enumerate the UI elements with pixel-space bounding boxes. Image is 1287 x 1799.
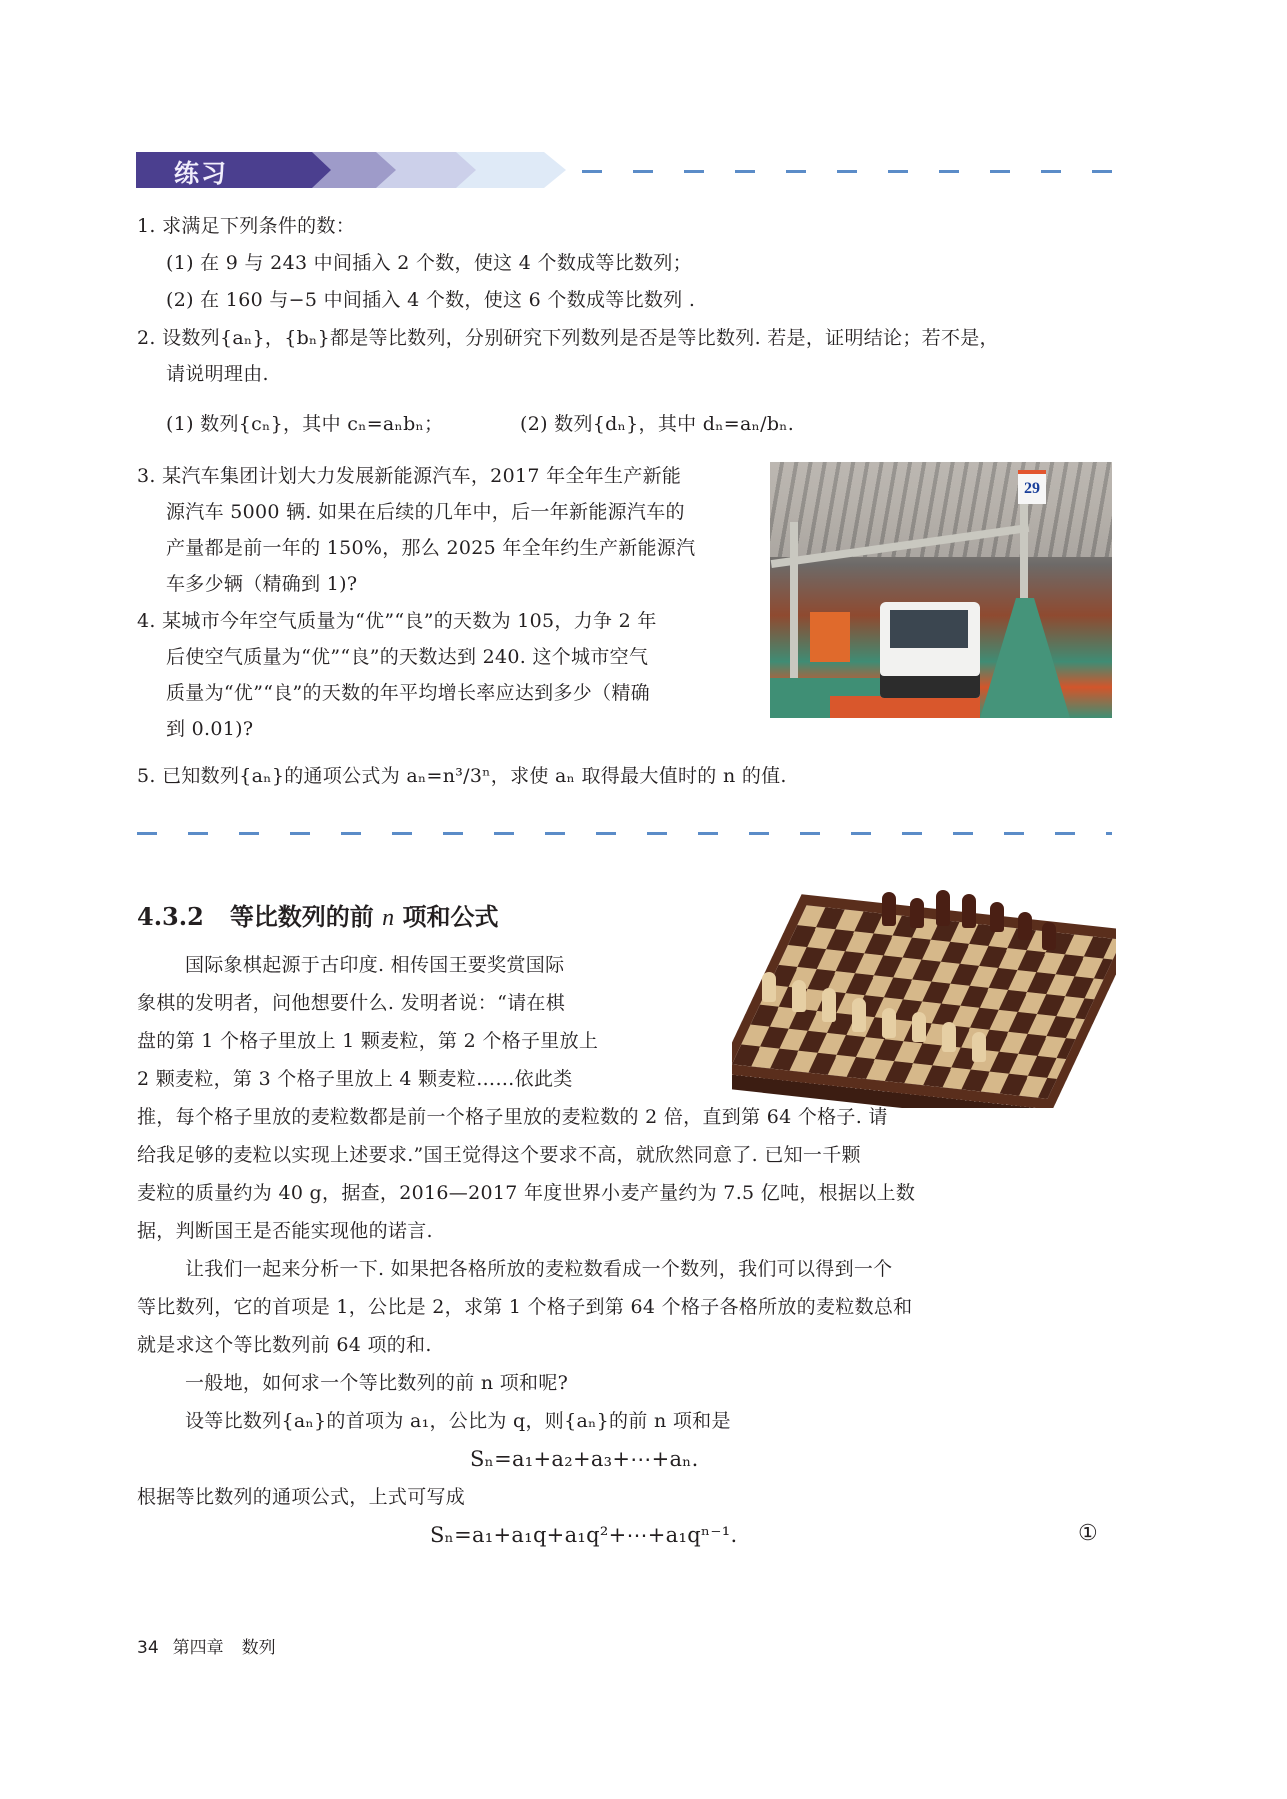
exercise-1-part-2: (2) 在 160 与−5 中间插入 4 个数，使这 6 个数成等比数列 . [166,289,696,311]
exercise-5: 5. 已知数列{aₙ}的通项公式为 aₙ=n³/3ⁿ，求使 aₙ 取得最大值时的 n 的值. [137,765,787,787]
exercise-3-line-3: 产量都是前一年的 150%，那么 2025 年全年约生产新能源汽 [166,537,696,559]
paragraph-2-line-2: 等比数列，它的首项是 1，公比是 2，求第 1 个格子到第 64 个格子各格所放的麦粒数总和 [137,1296,913,1318]
formula-expanded: Sₙ=a₁+a₁q+a₁q²+⋯+a₁qⁿ⁻¹. [430,1523,738,1547]
station-sign: 29 [1018,470,1046,504]
exercise-2-cont: 请说明理由. [166,363,269,385]
exercise-banner [136,152,566,188]
equation-label: ① [1078,1521,1098,1546]
chessboard-photo [732,872,1116,1108]
paragraph-2-line-3: 就是求这个等比数列前 64 项的和. [137,1334,432,1356]
exercise-4-line-1: 4. 某城市今年空气质量为“优”“良”的天数为 105，力争 2 年 [137,610,657,632]
chapter-label: 第四章 [172,1638,224,1658]
exercise-2-part-2: (2) 数列{dₙ}，其中 dₙ=aₙ/bₙ. [520,413,795,435]
exercise-3-line-1: 3. 某汽车集团计划大力发展新能源汽车，2017 年全年生产新能 [137,465,682,487]
exercise-4-line-3: 质量为“优”“良”的天数的年平均增长率应达到多少（精确 [166,682,650,704]
exercise-3-line-2: 源汽车 5000 辆. 如果在后续的几年中，后一年新能源汽车的 [166,501,685,523]
page-number: 34 [137,1638,159,1658]
vehicle-shape [880,602,980,698]
exercise-4-line-2: 后使空气质量为“优”“良”的天数达到 240. 这个城市空气 [166,646,649,668]
chapter-title: 数列 [241,1638,276,1658]
banner-chevron-primary [136,152,331,188]
exercise-2: 2. 设数列{aₙ}，{bₙ}都是等比数列，分别研究下列数列是否是等比数列. 若是，证明结论；若不是， [137,327,999,349]
section-heading: 4.3.2 等比数列的前 n 项和公式 [137,902,499,931]
paragraph-1-line-5: 推，每个格子里放的麦粒数都是前一个格子里放的麦粒数的 2 倍，直到第 64 个格子. 请 [137,1106,888,1128]
paragraph-1-line-7: 麦粒的质量约为 40 g，据查，2016—2017 年度世界小麦产量约为 7.5 亿吨，根据以上数 [137,1182,916,1204]
paragraph-1-line-1: 国际象棋起源于古印度. 相传国王要奖赏国际 [185,954,565,976]
paragraph-1-line-2: 象棋的发明者，问他想要什么. 发明者说：“请在棋 [137,992,565,1014]
exercise-3-line-4: 车多少辆（精确到 1)? [166,573,358,595]
exercise-4-line-4: 到 0.01)? [166,718,254,740]
paragraph-1-line-3: 盘的第 1 个格子里放上 1 颗麦粒，第 2 个格子里放上 [137,1030,599,1052]
paragraph-1-line-8: 据，判断国王是否能实现他的诺言. [137,1220,433,1242]
exercise-title: 练习 [174,159,229,188]
exercise-2-part-1: (1) 数列{cₙ}，其中 cₙ=aₙbₙ； [166,413,444,435]
page-footer [137,1633,276,1658]
paragraph-1-line-6: 给我足够的麦粒以实现上述要求.”国王觉得这个要求不高，就欣然同意了. 已知一千颗 [137,1144,861,1166]
paragraph-4: 设等比数列{aₙ}的首项为 a₁，公比为 q，则{aₙ}的前 n 项和是 [185,1410,731,1432]
exercise-1: 1. 求满足下列条件的数： [137,215,356,237]
paragraph-1-line-4: 2 颗麦粒，第 3 个格子里放上 4 颗麦粒……依此类 [137,1068,573,1090]
paragraph-2-line-1: 让我们一起来分析一下. 如果把各格所放的麦粒数看成一个数列，我们可以得到一个 [185,1258,893,1280]
dashed-divider-top [582,170,1112,173]
exercise-1-part-1: (1) 在 9 与 243 中间插入 2 个数，使这 4 个数成等比数列； [166,252,692,274]
paragraph-3: 一般地，如何求一个等比数列的前 n 项和呢? [185,1372,569,1394]
formula-sum: Sₙ=a₁+a₂+a₃+⋯+aₙ. [470,1447,699,1471]
paragraph-5: 根据等比数列的通项公式，上式可写成 [137,1486,466,1508]
factory-photo [770,462,1112,718]
dashed-divider-bottom [137,832,1112,835]
